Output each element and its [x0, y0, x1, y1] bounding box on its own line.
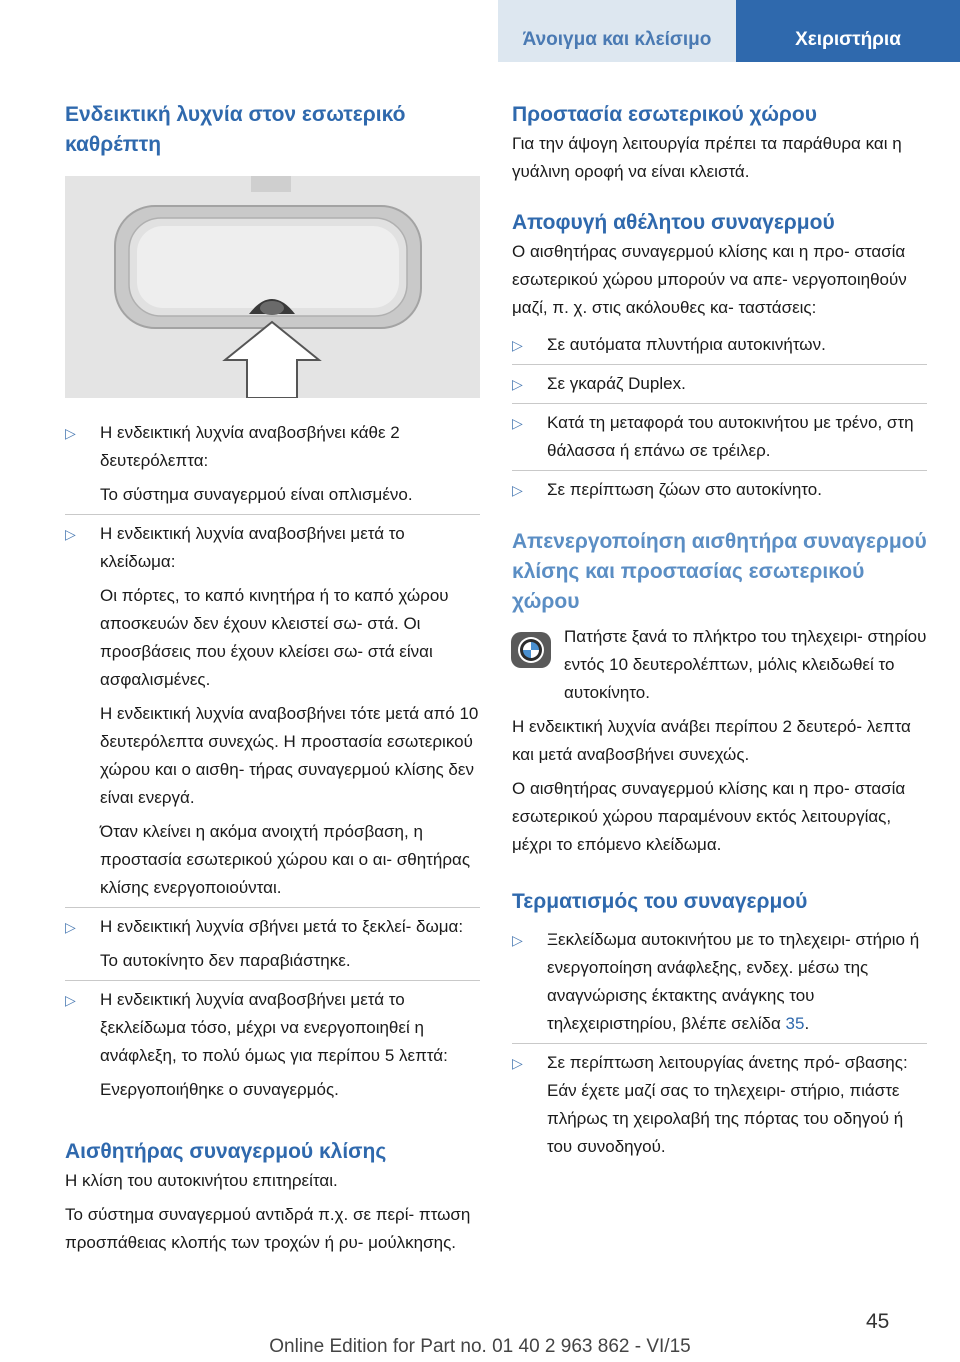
paragraph: Ο αισθητήρας συναγερμού κλίσης και η προ‐ στασία εσωτερικού χώρου παραμένουν εκτός λειτουργίας, μέχρι το επόμενο κλείδωμα.: [512, 779, 906, 854]
footer-edition: Online Edition for Part no. 01 40 2 963 862 - VI/15: [269, 1336, 691, 1357]
list-item-text: Σε περίπτωση λειτουργίας άνετης πρό‐ σβασης: Εάν έχετε μαζί σας το τηλεχειρι‐ στήριο, πιάστε πλήρως τη χειρολαβή της πόρτας του οδηγού ή του συνοδηγού.: [547, 1053, 908, 1156]
list-item-detail: Η ενδεικτική λυχνία αναβοσβήνει τότε μετά από 10 δευτερόλεπτα συνεχώς. Η προστασία εσωτερικού χώρου και ο αισθη‐ τήρας συναγερμού κλίσης δεν είναι ενεργά.: [100, 704, 479, 807]
triangle-bullet-icon: ▷: [512, 337, 523, 353]
triangle-bullet-icon: ▷: [65, 992, 76, 1008]
list-item: [65, 907, 480, 980]
triangle-bullet-icon: ▷: [65, 919, 76, 935]
triangle-bullet-icon: ▷: [512, 932, 523, 948]
list-item-text: Η ενδεικτική λυχνία αναβοσβήνει μετά το κλείδωμα:: [100, 524, 405, 571]
list-item-text: Η ενδεικτική λυχνία σβήνει μετά το ξεκλεί‐ δωμα:: [100, 917, 464, 936]
header-section-title: Άνοιγμα και κλείσιμο: [498, 0, 736, 62]
list-item-text: Σε γκαράζ Duplex.: [547, 374, 686, 393]
deactivate-instruction: [512, 623, 927, 707]
heading-end-alarm: Τερματισμός του συναγερμού: [512, 890, 808, 913]
list-item: [512, 403, 927, 470]
paragraph: Πατήστε ξανά το πλήκτρο του τηλεχειρι‐ στηρίου εντός 10 δευτερολέπτων, μόλις κλειδωθεί το αυτοκίνητο.: [564, 627, 927, 702]
triangle-bullet-icon: ▷: [512, 376, 523, 392]
list-item: [65, 414, 480, 514]
list-item-detail: Ενεργοποιήθηκε ο συναγερμός.: [100, 1080, 339, 1099]
list-item-text: Η ενδεικτική λυχνία αναβοσβήνει μετά το ξεκλείδωμα τόσο, μέχρι να ενεργοποιηθεί η ανάφλεξη, το πολύ όμως για περίπου 5 λεπτά:: [100, 990, 448, 1065]
heading-tilt-sensor: Αισθητήρας συναγερμού κλίσης: [65, 1140, 387, 1163]
list-item: [512, 921, 927, 1043]
triangle-bullet-icon: ▷: [65, 526, 76, 542]
paragraph: Ο αισθητήρας συναγερμού κλίσης και η προ‐ στασία εσωτερικού χώρου μπορούν να απε‐ νεργοποιηθούν μαζί, π. χ. στις ακόλουθες κα‐ ταστάσεις:: [512, 242, 907, 317]
triangle-bullet-icon: ▷: [65, 425, 76, 441]
heading-mirror-indicator: Ενδεικτική λυχνία στον εσωτερικό καθρέπτη: [65, 103, 406, 156]
list-item: [512, 470, 927, 509]
page-header: [0, 0, 960, 62]
list-item: [65, 514, 480, 907]
list-item-text: Η ενδεικτική λυχνία αναβοσβήνει κάθε 2 δευτερόλεπτα:: [100, 423, 400, 470]
paragraph: Η ενδεικτική λυχνία ανάβει περίπου 2 δευτερό‐ λεπτα και μετά αναβοσβήνει συνεχώς.: [512, 717, 911, 764]
page-number: 45: [866, 1310, 890, 1333]
list-item: [512, 326, 927, 364]
left-column: [65, 100, 480, 1257]
list-item: [65, 980, 480, 1109]
triangle-bullet-icon: ▷: [512, 415, 523, 431]
right-column: [512, 100, 927, 1166]
header-chapter-tab: Χειριστήρια: [736, 0, 960, 62]
heading-interior-protection: Προστασία εσωτερικού χώρου: [512, 103, 817, 126]
page-reference-link[interactable]: 35: [785, 1014, 805, 1033]
end-alarm-list: [512, 921, 927, 1166]
mirror-indicator-list: [65, 414, 480, 1109]
paragraph: Για την άψογη λειτουργία πρέπει τα παράθυρα και η γυάλινη οροφή να είναι κλειστά.: [512, 134, 902, 181]
list-item-text: Κατά τη μεταφορά του αυτοκινήτου με τρένο, στη θάλασσα ή επάνω σε τρέιλερ.: [547, 413, 914, 460]
triangle-bullet-icon: ▷: [512, 1055, 523, 1071]
list-item-text: Σε περίπτωση ζώων στο αυτοκίνητο.: [547, 480, 822, 499]
list-item-text: Ξεκλείδωμα αυτοκινήτου με το τηλεχειρι‐ στήριο ή ενεργοποίηση ανάφλεξης, ενδεχ. μέσω της αναγνώρισης έκτακτης ανάγκης του τηλεχειριστηρίου, βλέπε σελίδα: [547, 930, 920, 1033]
list-item-detail: Το αυτοκίνητο δεν παραβιάστηκε.: [100, 951, 351, 970]
triangle-bullet-icon: ▷: [512, 482, 523, 498]
heading-deactivate-sensors: Απενεργοποίηση αισθητήρα συναγερμού κλίσης και προστασίας εσωτερικού χώρου: [512, 530, 927, 613]
list-item: [512, 1043, 927, 1166]
bmw-key-icon: [510, 629, 552, 671]
list-item-detail: Οι πόρτες, το καπό κινητήρα ή το καπό χώρου αποσκευών δεν έχουν κλειστεί σω‐ στά. Οι προσβάσεις που έχουν κλείσει σω‐ στά είναι ασφαλισμένες.: [100, 586, 449, 689]
list-item: [512, 364, 927, 403]
list-item-text: Σε αυτόματα πλυντήρια αυτοκινήτων.: [547, 335, 826, 354]
list-item-punct: .: [804, 1014, 810, 1033]
interior-mirror-arrow-figure: [65, 176, 480, 398]
avoid-alarm-list: [512, 326, 927, 509]
paragraph: Η κλίση του αυτοκινήτου επιτηρείται.: [65, 1171, 338, 1190]
paragraph: Το σύστημα συναγερμού αντιδρά π.χ. σε περί‐ πτωση προσπάθειας κλοπής των τροχών ή ρυ‐ μούλκησης.: [65, 1205, 471, 1252]
mirror-illustration: [65, 176, 480, 398]
list-item-detail: Όταν κλείνει η ακόμα ανοιχτή πρόσβαση, η προστασία εσωτερικού χώρου και ο αι‐ σθητήρας κλίσης ενεργοποιούνται.: [100, 822, 471, 897]
list-item-detail: Το σύστημα συναγερμού είναι οπλισμένο.: [100, 485, 413, 504]
heading-avoid-alarm: Αποφυγή αθέλητου συναγερμού: [512, 211, 835, 234]
